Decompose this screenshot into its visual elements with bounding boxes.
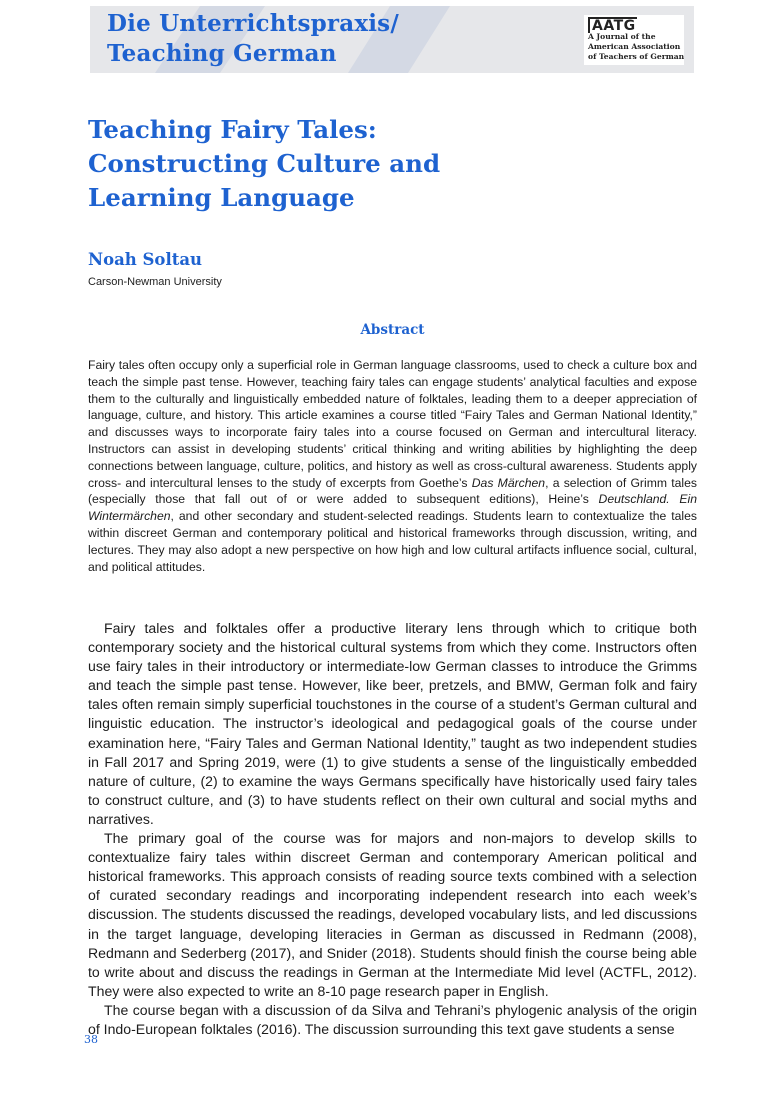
abstract-title-das-maerchen: Das Märchen: [471, 475, 546, 490]
article-title-line-1: Teaching Fairy Tales:: [88, 115, 377, 144]
journal-title: [107, 9, 399, 69]
body-paragraph-2: The primary goal of the course was for majors and non-majors to develop skills to contextualize fairy tales within discreet German and contemporary American political and historical frameworks. This approach consists of reading source texts combined with a selection of curated secondary readings and incorporating independent research into each week’s discussion. The students discussed the readings, developed vocabulary lists, and led discussions in the target language, developing literacies in German as discussed in Redmann (2008), Redmann and Sederberg (2017), and Snider (2018). Students should finish the course being able to write about and discuss the readings in German at the Intermediate Mid level (ACTFL, 2012). They were also expected to write an 8-10 page research paper in English.: [88, 830, 697, 999]
article-title-line-2: Constructing Culture and: [88, 149, 441, 178]
journal-banner: [90, 6, 694, 73]
journal-title-line-1: Die Unterrichtspraxis/: [107, 10, 399, 37]
article-title-line-3: Learning Language: [88, 183, 355, 212]
author-affiliation: Carson-Newman University: [88, 276, 222, 288]
aatg-logo-box: [584, 15, 684, 65]
aatg-caption-line-3: of Teachers of German: [588, 52, 685, 61]
abstract-text: [88, 357, 697, 575]
abstract-text-part-1: Fairy tales often occupy only a superficial role in German language classrooms, used to check a culture box and teach the simple past tense. However, teaching fairy tales can engage students’ analytical faculties and expose them to the culturally and linguistically embedded nature of folktales, leading them to a deeper appreciation of language, culture, and history. This article examines a course titled “Fairy Tales and German National Identity,” and discusses ways to incorporate fairy tales into a course focused on German and intercultural literacy. Instructors can assist in developing students’ critical thinking and writing abilities by highlighting the deep connections between language, culture, politics, and history as well as cross-cultural awareness. Students apply cross- and intercultural lenses to the study of excerpts from Goethe’s: [88, 358, 697, 490]
aatg-caption-line-1: A Journal of the: [588, 32, 656, 41]
abstract-title-deutschland: Deutschland. Ein Wintermärchen: [88, 492, 697, 524]
body-paragraph-1: Fairy tales and folktales offer a productive literary lens through which to critique both contemporary society and the historical cultural systems from which they come. Instructors often use fairy tales in their introductory or intermediate-low German classes to introduce the Grimms and teach the simple past tense. However, like beer, pretzels, and BMW, German folk and fairy tales often remain simply superficial touchstones in the course of a student’s German cultural and linguistic education. The instructor’s ideological and pedagogical goals of the course under examination here, “Fairy Tales and German National Identity,” taught as two independent studies in Fall 2017 and Spring 2019, were (1) to give students a sense of the linguistically embedded nature of culture, (2) to examine the ways Germans specifically have historically used fairy tales to construct culture, and (3) to have students reflect on their own cultural and social myths and narratives.: [88, 620, 697, 827]
aatg-logo: [588, 17, 637, 33]
aatg-caption: [588, 32, 684, 62]
abstract-text-part-3: , and other secondary and student-selected readings. Students learn to contextualize the tales within discreet German and contemporary political and historical frameworks through discussion, writing, and lectures. They may also adopt a new perspective on how high and low cultural artifacts influence social, cultural, and political attitudes.: [88, 509, 697, 574]
aatg-logo-text: AATG: [588, 17, 637, 33]
article-title: [88, 113, 440, 215]
abstract-text-part-2: , a selection of Grimm tales (especially those that fall out of or were added to subsequent editions), Heine’s: [88, 475, 697, 507]
author-name: Noah Soltau: [88, 250, 203, 269]
page-number: 38: [84, 1033, 98, 1046]
journal-title-line-2: Teaching German: [107, 40, 337, 67]
body-text: [88, 619, 697, 1039]
abstract-heading: Abstract: [360, 322, 425, 338]
aatg-caption-line-2: American Association: [588, 42, 681, 51]
body-paragraph-3: The course began with a discussion of da Silva and Tehrani’s phylogenic analysis of the origin of Indo-European folktales (2016). The discussion surrounding this text gave students a sense: [88, 1001, 697, 1037]
